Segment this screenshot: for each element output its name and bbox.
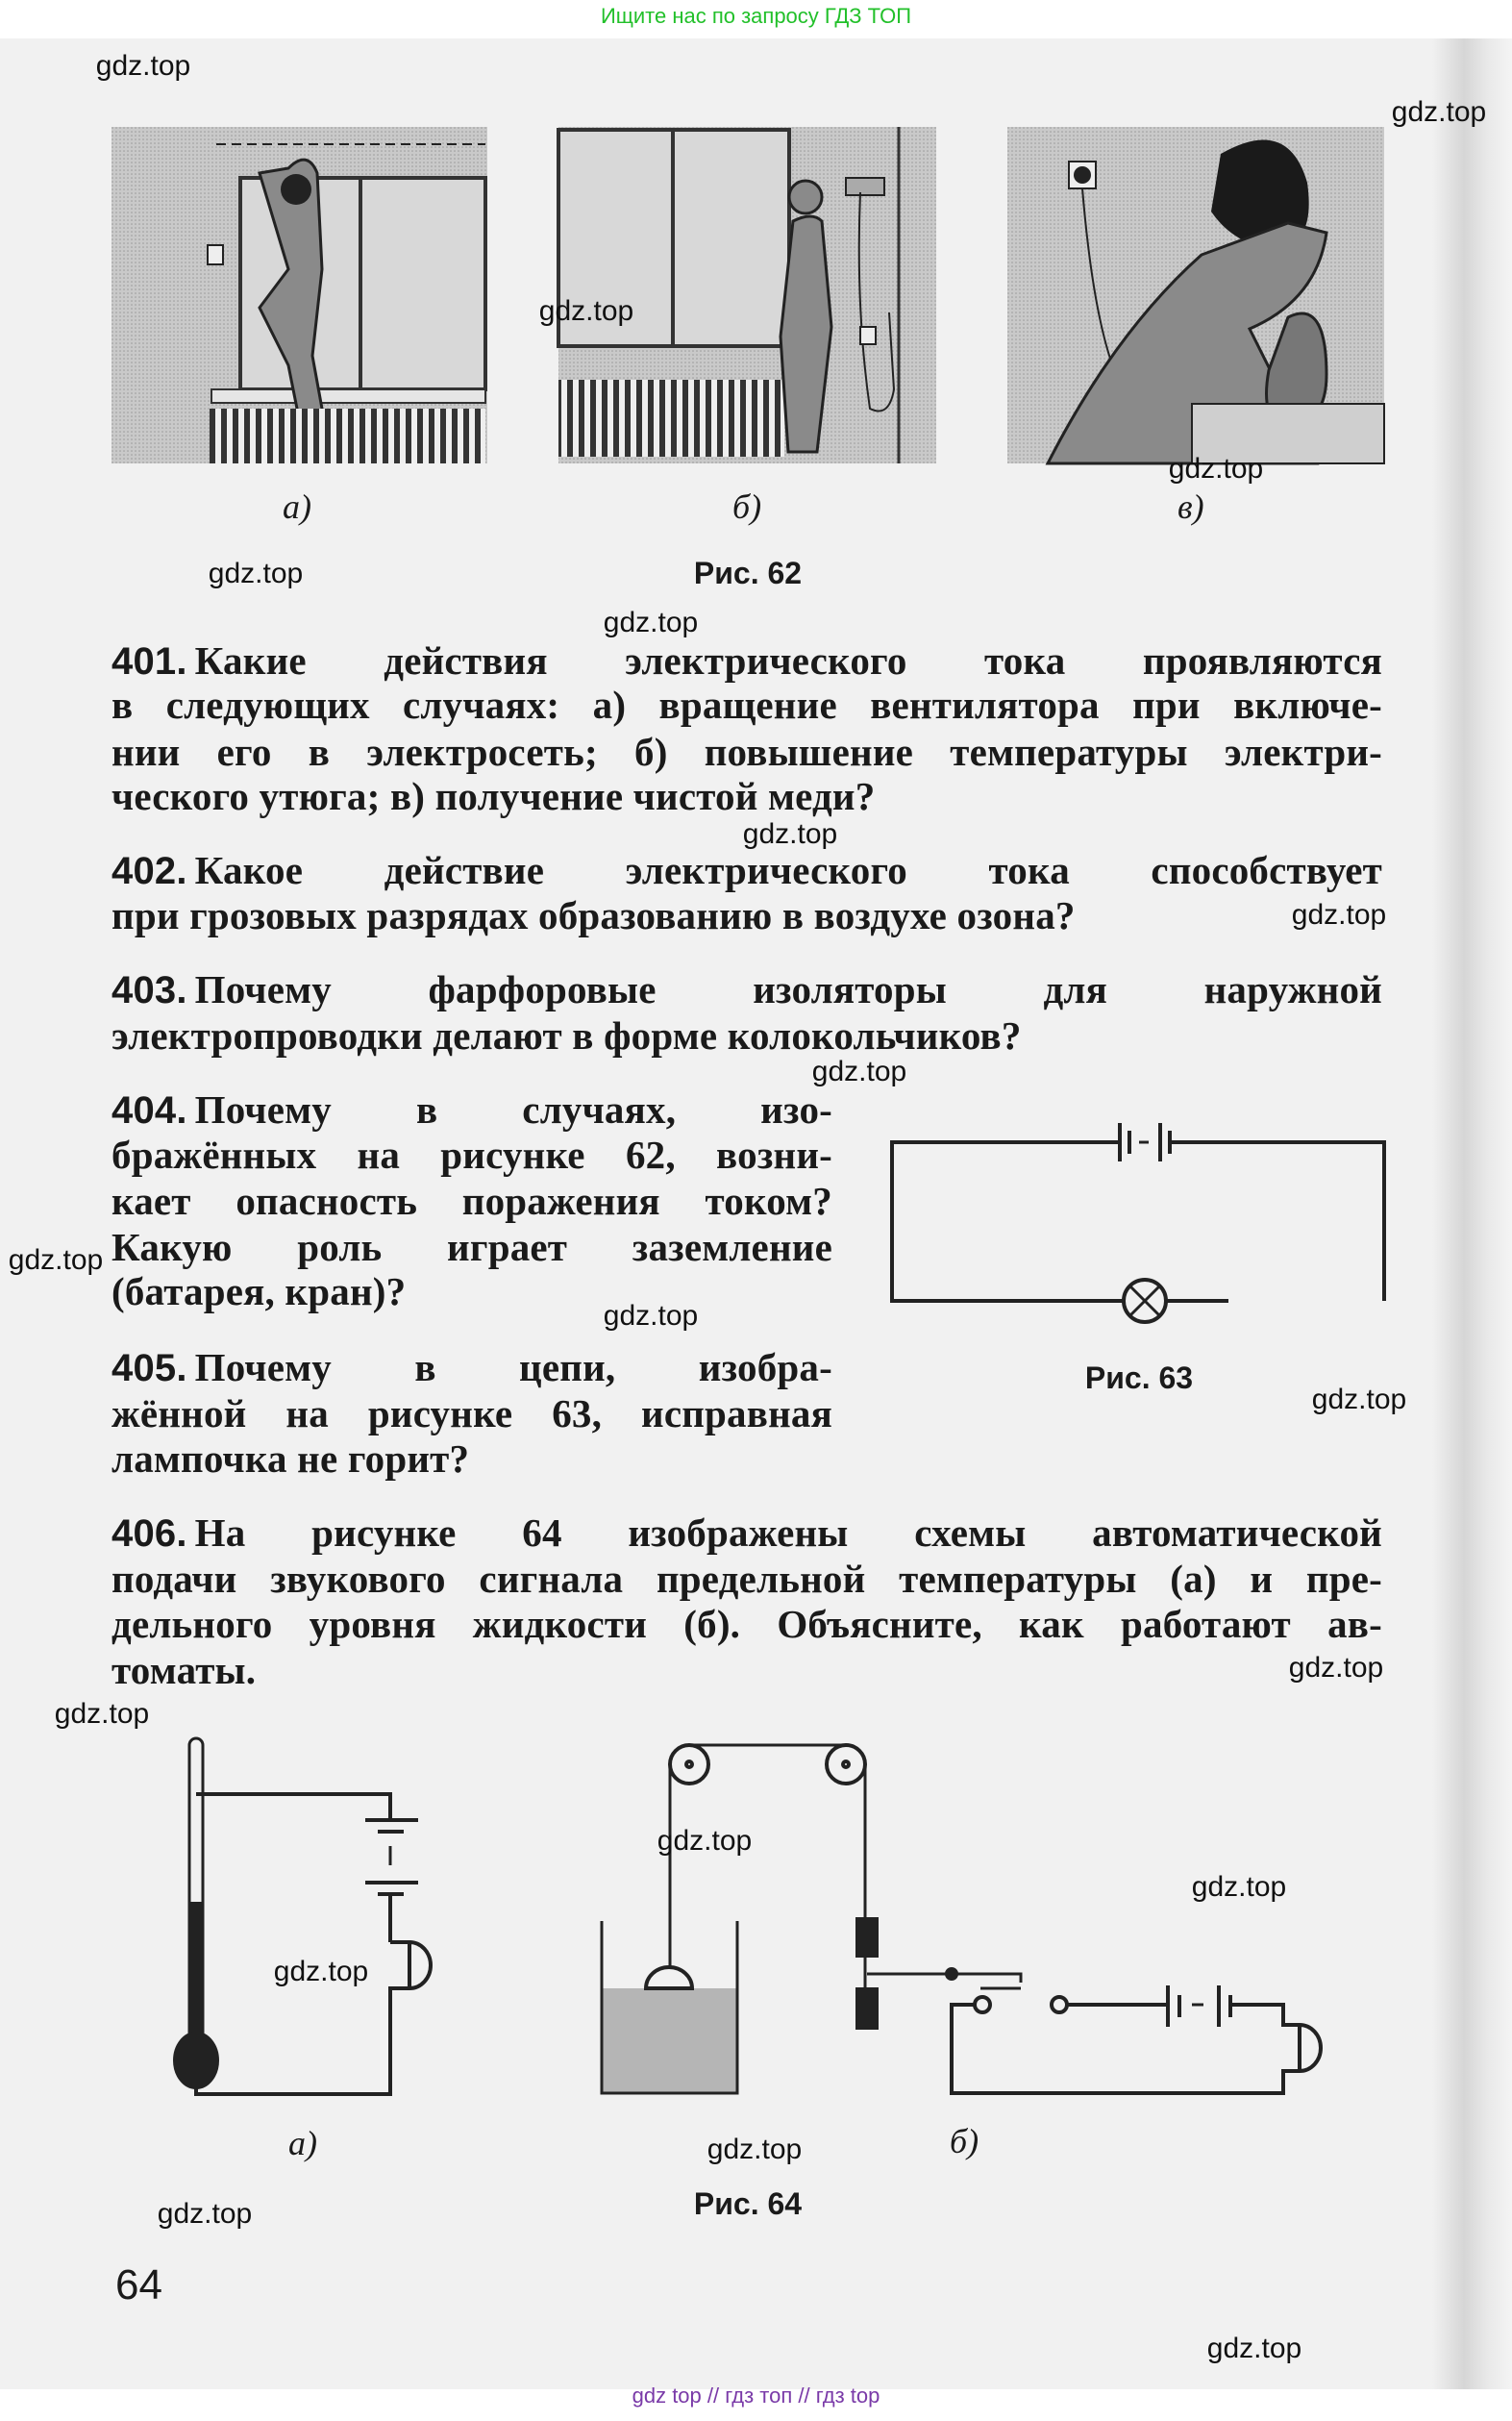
problem-text-line: ческого утюга; в) получение чистой меди?	[112, 774, 876, 818]
problem-text-line: Почему фарфоровые изоляторы для наружной	[194, 967, 1382, 1011]
problem-text-line: подачи звукового сигнала предельной температуры (а) и пре-	[112, 1557, 1382, 1601]
problem-text-line: кает опасность поражения током?	[112, 1179, 832, 1223]
fig63-circuit	[892, 1123, 1384, 1322]
fig64-caption: Рис. 64	[693, 2186, 803, 2221]
problem-text-line: Какую роль играет заземление	[112, 1225, 832, 1269]
fig64a-thermometer-circuit	[175, 1738, 431, 2094]
fig64-label-b: б)	[950, 2122, 979, 2160]
problem-text-line: лампочка не горит?	[112, 1436, 470, 1481]
problem-text-line: Какие действия электрического тока проявляются	[194, 638, 1382, 683]
problem-number: 404.	[112, 1089, 187, 1132]
watermark: gdz.top	[54, 1698, 150, 1730]
fig62-label-b: б)	[732, 487, 762, 526]
watermark: gdz.top	[1311, 1384, 1407, 1415]
watermark: gdz.top	[1288, 1652, 1384, 1684]
fig62-panel-a	[112, 127, 487, 463]
watermark: gdz.top	[1291, 899, 1387, 931]
watermark: gdz.top	[603, 607, 699, 638]
problem-text-line: нии его в электросеть; б) повышение температуры электри-	[112, 730, 1382, 774]
problem-text-line: электропроводки делают в форме колокольчиков?	[112, 1013, 1022, 1058]
watermark: gdz.top	[8, 1244, 104, 1276]
watermark: gdz.top	[1168, 453, 1264, 485]
problem-number: 401.	[112, 640, 187, 683]
watermark: gdz.top	[603, 1300, 699, 1332]
watermark: gdz.top	[208, 558, 304, 589]
top-banner[interactable]: Ищите нас по запросу ГДЗ ТОП	[600, 4, 912, 28]
problem-text-line: Почему в случаях, изо-	[194, 1087, 832, 1132]
problem-number: 403.	[112, 969, 187, 1011]
fig62-label-c: в)	[1177, 487, 1204, 526]
watermark: gdz.top	[811, 1056, 907, 1087]
watermark: gdz.top	[1206, 2333, 1302, 2364]
problem-text-line: Почему в цепи, изобра-	[194, 1345, 832, 1389]
watermark: gdz.top	[706, 2134, 803, 2165]
problem-text-line: томаты.	[112, 1648, 257, 1692]
page-number: 64	[115, 2261, 162, 2309]
footer-links[interactable]: gdz top // гдз топ // гдз top	[632, 2384, 880, 2408]
problem-text-line: Какое действие электрического тока способствует	[194, 848, 1382, 892]
problem-text-line: (батарея, кран)?	[112, 1269, 407, 1313]
fig64-label-a: а)	[288, 2124, 317, 2162]
fig62-caption: Рис. 62	[693, 556, 803, 590]
fig63-caption: Рис. 63	[1084, 1360, 1194, 1395]
problem-text-line: бражённых на рисунке 62, возни-	[112, 1133, 832, 1177]
problem-text-line: в следующих случаях: а) вращение вентилятора при включе-	[112, 683, 1382, 727]
problem-text-line: жённой на рисунке 63, исправная	[112, 1391, 832, 1435]
watermark: gdz.top	[742, 818, 838, 850]
problem-text-line: На рисунке 64 изображены схемы автоматической	[194, 1510, 1382, 1555]
problem-number: 405.	[112, 1347, 187, 1389]
problem-number: 406.	[112, 1512, 187, 1555]
fig62-panel-c	[1007, 127, 1384, 463]
watermark: gdz.top	[1391, 96, 1487, 128]
problem-text-line: при грозовых разрядах образованию в воздухе озона?	[112, 893, 1076, 937]
watermark: gdz.top	[538, 295, 634, 327]
watermark: gdz.top	[657, 1825, 753, 1857]
watermark: gdz.top	[273, 1956, 369, 1987]
fig64b-level-circuit	[602, 1745, 1321, 2093]
watermark: gdz.top	[157, 2198, 253, 2230]
problem-number: 402.	[112, 850, 187, 892]
fig62-label-a: а)	[283, 487, 311, 526]
watermark: gdz.top	[1191, 1871, 1287, 1903]
watermark: gdz.top	[95, 50, 191, 82]
problem-text-line: дельного уровня жидкости (б). Объясните, как работают ав-	[112, 1602, 1382, 1646]
